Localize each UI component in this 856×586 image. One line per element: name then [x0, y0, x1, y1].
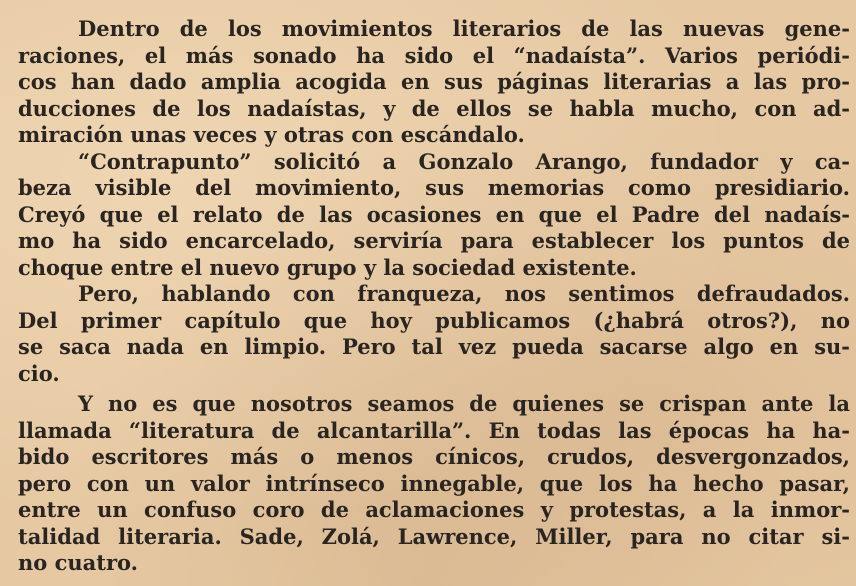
text-line: Del primer capítulo que hoy publicamos (¿habrá otros?), no [18, 307, 850, 333]
paragraph-4 [18, 391, 850, 577]
paragraph-3 [18, 281, 850, 387]
text-line: llamada “literatura de alcantarilla”. En todas las épocas ha ha- [18, 417, 850, 443]
text-line: Creyó que el relato de las ocasiones en que el Padre del nadaís- [18, 201, 850, 227]
text-line: miración unas veces y otras con escándalo. [18, 122, 525, 147]
text-line: beza visible del movimiento, sus memorias como presidiario. [18, 175, 850, 200]
text-line: Pero, hablando con franqueza, nos sentimos defraudados. [78, 281, 850, 306]
text-line: choque entre el nuevo grupo y la sociedad existente. [18, 254, 637, 280]
text-line: bido escritores más o menos cínicos, crudos, desvergonzados, [18, 444, 850, 469]
article-body [18, 16, 850, 580]
paragraph-1 [18, 16, 850, 149]
text-line: raciones, el más sonado ha sido el “nadaísta”. Varios periódi- [18, 42, 850, 68]
text-line: no cuatro. [18, 550, 138, 575]
text-line: “Contrapunto” solicitó a Gonzalo Arango, fundador y ca- [78, 148, 850, 174]
text-line: talidad literaria. Sade, Zolá, Lawrence, Miller, para no citar si- [18, 523, 850, 549]
text-line: entre un confuso coro de aclamaciones y protestas, a la inmor- [18, 497, 850, 522]
text-line: cos han dado amplia acogida en sus páginas literarias a las pro- [18, 69, 850, 94]
text-line: cio. [18, 360, 60, 386]
text-line: se saca nada en limpio. Pero tal vez pueda sacarse algo en su- [18, 334, 850, 359]
text-line: mo ha sido encarcelado, serviría para establecer los puntos de [18, 228, 850, 253]
text-line: Y no es que nosotros seamos de quienes se crispan ante la [78, 391, 850, 416]
text-line: Dentro de los movimientos literarios de las nuevas gene- [78, 16, 850, 41]
paragraph-2 [18, 149, 850, 282]
text-line: ducciones de los nadaístas, y de ellos se habla mucho, con ad- [18, 95, 850, 121]
text-line: pero con un valor intrínseco innegable, que los ha hecho pasar, [18, 470, 850, 496]
